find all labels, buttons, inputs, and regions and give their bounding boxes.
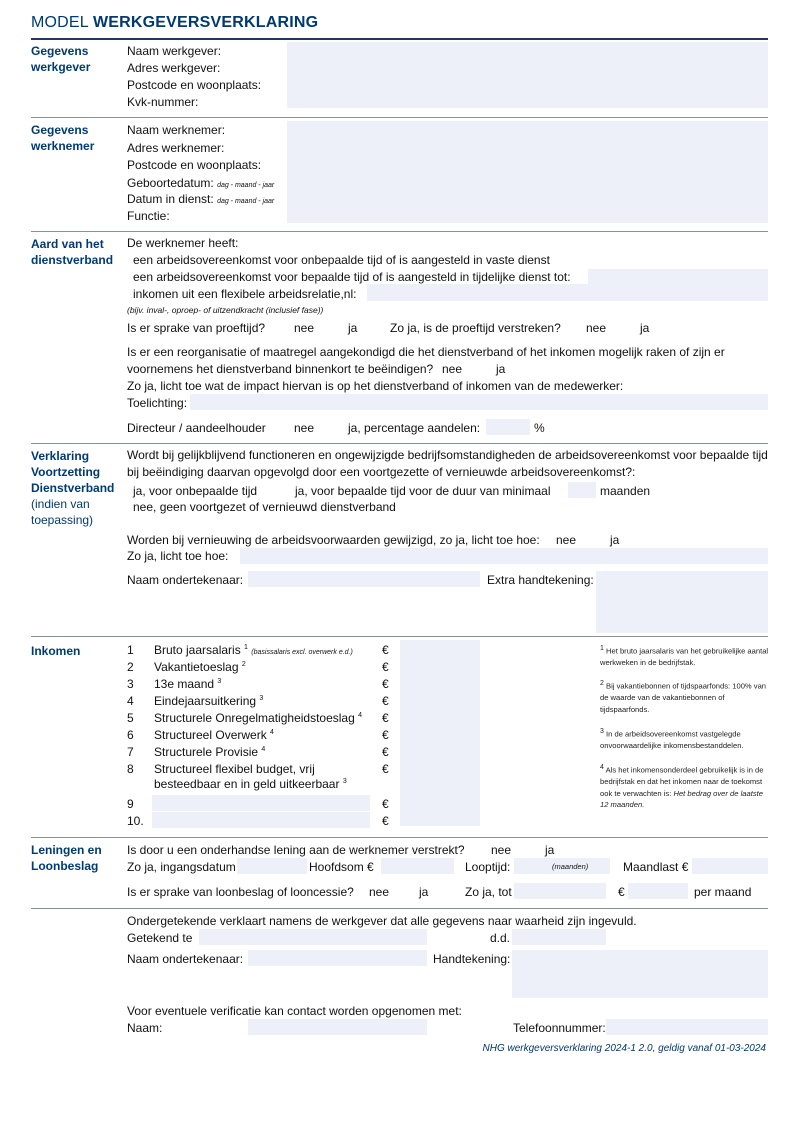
euro-sign: € bbox=[382, 711, 389, 725]
inkomen-label-6: Structureel Overwerk $^4$ bbox=[154, 728, 274, 742]
lening-question: Is door u een onderhandse lening aan de werknemer verstrekt? bbox=[127, 843, 465, 857]
handtekening-field[interactable] bbox=[512, 950, 768, 998]
label-ingangsdatum: Zo ja, ingangsdatum bbox=[127, 860, 236, 874]
label-directeur: Directeur / aandeelhouder bbox=[127, 421, 266, 435]
proeftijd-verstreken-question: Zo ja, is de proeftijd verstreken? bbox=[390, 321, 561, 335]
percent-sign: % bbox=[534, 421, 545, 435]
getekend-te-field[interactable] bbox=[199, 929, 427, 945]
inkomen-number-7: 7 bbox=[127, 745, 134, 759]
label-toelichting: Toelichting: bbox=[127, 396, 188, 410]
label-datum-in-dienst: Datum in dienst: dag - maand - jaar bbox=[127, 192, 275, 206]
directeur-nee-option[interactable]: nee bbox=[294, 421, 315, 435]
inkomen-number-4: 4 bbox=[127, 694, 134, 708]
inkomen-number-5: 5 bbox=[127, 711, 134, 725]
option-ja-onbepaald[interactable]: ja, voor onbepaalde tijd bbox=[133, 484, 258, 498]
naam-ondertekenaar-field[interactable] bbox=[248, 950, 427, 966]
section-divider bbox=[31, 636, 768, 637]
euro-sign: € bbox=[618, 885, 625, 899]
proeftijd-question: Is er sprake van proeftijd? bbox=[127, 321, 266, 335]
werkgever-input-area[interactable] bbox=[287, 42, 768, 108]
lening-ja-option[interactable]: ja bbox=[545, 843, 555, 857]
inkomen-label-2: Vakantietoeslag $^2$ bbox=[154, 660, 246, 674]
verstreken-ja-option[interactable]: ja bbox=[640, 321, 650, 335]
option-bepaalde-tijd[interactable]: een arbeidsovereenkomst voor bepaalde tijd of is aangesteld in tijdelijke dienst tot: bbox=[133, 270, 571, 284]
label-getekend-te: Getekend te bbox=[127, 931, 193, 945]
footnote-2: $^2$ Bij vakantiebonnen of tijdspaarfonds: 100% van de waarde van de vakantiebonnen of tijdspaarfonds. bbox=[600, 680, 767, 714]
proeftijd-ja-option[interactable]: ja bbox=[348, 321, 358, 335]
label-adres-werkgever: Adres werkgever: bbox=[127, 61, 221, 75]
section-heading-werknemer: Gegevens werknemer bbox=[31, 123, 95, 153]
toelichting-field[interactable] bbox=[190, 394, 768, 410]
footnote-1: $^1$ Het bruto jaarsalaris van het gebruikelijke aantal werkweken in de bedrijfstak. bbox=[600, 645, 769, 668]
inkomen-number-2: 2 bbox=[127, 660, 134, 674]
inkomen-number-8: 8 bbox=[127, 762, 134, 776]
naam-contact-field[interactable] bbox=[248, 1019, 427, 1035]
inkomen-label-5: Structurele Onregelmatigheidstoeslag $^4$ bbox=[154, 711, 363, 725]
inkomen-number-3: 3 bbox=[127, 677, 134, 691]
gewijzigd-question: Worden bij vernieuwing de arbeidsvoorwaarden gewijzigd, zo ja, licht toe hoe: bbox=[127, 533, 540, 547]
datum-field[interactable] bbox=[512, 929, 606, 945]
inkomen-number-10: 10. bbox=[127, 814, 144, 828]
footnote-4: $^4$ Als het inkomensonderdeel gebruikelijk is in de bedrijfstak en dat het inkomen naar de toekomst ook te verwachten is: Het bedrag over de laatste 12 maanden. bbox=[600, 764, 764, 810]
bepaalde-tijd-tot-field[interactable] bbox=[588, 269, 768, 284]
label-adres-werknemer: Adres werknemer: bbox=[127, 141, 225, 155]
percentage-field[interactable] bbox=[486, 419, 530, 435]
maanden-field[interactable] bbox=[568, 482, 596, 498]
page-title: MODEL WERKGEVERSVERKLARING bbox=[31, 14, 319, 31]
euro-sign: € bbox=[382, 694, 389, 708]
loonbeslag-question: Is er sprake van loonbeslag of looncessie? bbox=[127, 885, 354, 899]
label-extra-handtekening: Extra handtekening: bbox=[487, 573, 594, 587]
footer-version: NHG werkgeversverklaring 2024-1 2.0, geldig vanaf 01-03-2024 bbox=[482, 1043, 766, 1054]
label-maandlast: Maandlast € bbox=[623, 860, 689, 874]
label-naam-werknemer: Naam werknemer: bbox=[127, 123, 226, 137]
voortzetting-question-line2: bij beëindiging daarvan opgevolgd door een voortgezette of vernieuwde arbeidsovereenkomst?: bbox=[127, 465, 636, 479]
impact-question: Zo ja, licht toe wat de impact hiervan is op het dienstverband of inkomen van de medewerker: bbox=[127, 379, 624, 393]
section-heading-note: (indien van toepassing) bbox=[31, 497, 94, 527]
label-naam-werkgever: Naam werkgever: bbox=[127, 44, 222, 58]
inkomen-label-1: Bruto jaarsalaris $^1$ (basissalaris excl. overwerk e.d.) bbox=[154, 643, 353, 657]
section-divider bbox=[31, 231, 768, 232]
date-hint: dag - maand - jaar bbox=[217, 198, 275, 205]
option-nee-geen-voortzetting[interactable]: nee, geen voortgezet of vernieuwd dienstverband bbox=[133, 500, 396, 514]
date-hint: dag - maand - jaar bbox=[217, 182, 275, 189]
euro-sign: € bbox=[382, 728, 389, 742]
inkomen-number-1: 1 bbox=[127, 643, 134, 657]
inkomen-label-7: Structurele Provisie $^4$ bbox=[154, 745, 266, 759]
label-naam-ondertekenaar: Naam ondertekenaar: bbox=[127, 952, 244, 966]
loonbeslag-tot-field[interactable] bbox=[514, 883, 606, 899]
loonbeslag-bedrag-field[interactable] bbox=[628, 883, 688, 899]
label-handtekening: Handtekening: bbox=[433, 952, 511, 966]
inkomen-label-8-line2: besteedbaar en in geld uitkeerbaar $^3$ bbox=[154, 777, 347, 791]
section-divider bbox=[31, 117, 768, 118]
label-functie: Functie: bbox=[127, 209, 170, 223]
inkomen-label-4: Eindejaarsuitkering $^3$ bbox=[154, 694, 264, 708]
label-looptijd: Looptijd: bbox=[465, 860, 511, 874]
verstreken-nee-option[interactable]: nee bbox=[586, 321, 607, 335]
section-divider bbox=[31, 837, 768, 838]
loonbeslag-nee-option[interactable]: nee bbox=[369, 885, 390, 899]
label-kvk-nummer: Kvk-nummer: bbox=[127, 95, 199, 109]
option-onbepaalde-tijd[interactable]: een arbeidsovereenkomst voor onbepaalde tijd of is aangesteld in vaste dienst bbox=[133, 253, 550, 267]
euro-sign: € bbox=[382, 762, 389, 776]
telefoonnummer-field[interactable] bbox=[606, 1019, 768, 1035]
section-divider bbox=[31, 908, 768, 909]
section-heading-leningen: Leningen en Loonbeslag bbox=[31, 843, 102, 873]
label-geboortedatum: Geboortedatum: dag - maand - jaar bbox=[127, 176, 275, 190]
reorganisatie-question-line1: Is er een reorganisatie of maatregel aangekondigd die het dienstverband of het inkomen mogelijk raken of zijn er bbox=[127, 345, 725, 359]
naam-ondertekenaar-field[interactable] bbox=[248, 571, 480, 587]
label-telefoonnummer: Telefoonnummer: bbox=[513, 1021, 606, 1035]
title-divider bbox=[31, 38, 768, 40]
label-maanden: maanden bbox=[600, 484, 651, 498]
inkomen-label-10-field[interactable] bbox=[152, 812, 370, 828]
maandlast-field[interactable] bbox=[692, 858, 768, 874]
label-per-maand: per maand bbox=[694, 885, 752, 899]
reorganisatie-question-line2: voornemens het dienstverband binnenkort te beëindigen? bbox=[127, 362, 434, 376]
euro-sign: € bbox=[382, 814, 389, 828]
euro-sign: € bbox=[382, 797, 389, 811]
maanden-note: (maanden) bbox=[552, 862, 589, 871]
section-heading-dienstverband: Aard van het dienstverband bbox=[31, 237, 114, 267]
label-naam-ondertekenaar: Naam ondertekenaar: bbox=[127, 573, 244, 587]
inkomen-number-6: 6 bbox=[127, 728, 134, 742]
section-heading-werkgever: Gegevens werkgever bbox=[31, 44, 91, 74]
inkomen-label-9-field[interactable] bbox=[152, 795, 370, 811]
inkomen-note: (basissalaris excl. overwerk e.d.) bbox=[251, 649, 353, 656]
werknemer-input-area[interactable] bbox=[287, 121, 768, 223]
label-postcode-werkgever: Postcode en woonplaats: bbox=[127, 78, 262, 92]
euro-sign: € bbox=[382, 745, 389, 759]
section-divider bbox=[31, 443, 768, 444]
euro-sign: € bbox=[382, 660, 389, 674]
reorganisatie-ja-option[interactable]: ja bbox=[496, 362, 506, 376]
extra-handtekening-field[interactable] bbox=[596, 571, 768, 633]
flexibel-field[interactable] bbox=[367, 284, 768, 301]
voortzetting-question-line1: Wordt bij gelijkblijvend functioneren en ongewijzigde bedrijfsomstandigheden de arbeidsovereenkomst voor bepaalde tijd bbox=[127, 448, 768, 462]
inkomen-bedrag-fields[interactable] bbox=[400, 640, 480, 826]
section-heading-inkomen: Inkomen bbox=[31, 644, 81, 658]
option-ja-bepaald[interactable]: ja, voor bepaalde tijd voor de duur van minimaal bbox=[295, 484, 551, 498]
euro-sign: € bbox=[382, 677, 389, 691]
licht-toe-field[interactable] bbox=[240, 548, 768, 564]
gewijzigd-ja-option[interactable]: ja bbox=[610, 533, 620, 547]
option-flexibel[interactable]: inkomen uit een flexibele arbeidsrelatie,nl: bbox=[133, 287, 357, 301]
inkomen-number-9: 9 bbox=[127, 797, 134, 811]
section-heading-voortzetting: Verklaring Voortzetting Dienstverband (indien van toepassing) bbox=[31, 449, 115, 527]
dienstverband-intro: De werknemer heeft: bbox=[127, 236, 239, 250]
label-naam-contact: Naam: bbox=[127, 1021, 163, 1035]
label-zo-ja-tot: Zo ja, tot bbox=[465, 885, 512, 899]
gewijzigd-nee-option[interactable]: nee bbox=[556, 533, 577, 547]
proeftijd-nee-option[interactable]: nee bbox=[294, 321, 315, 335]
label-dd: d.d. bbox=[490, 931, 511, 945]
loonbeslag-ja-option[interactable]: ja bbox=[419, 885, 429, 899]
inkomen-label-3: 13e maand $^3$ bbox=[154, 677, 222, 691]
footnote-3: $^3$ In de arbeidsovereenkomst vastgelegde onvoorwaardelijke inkomensbestanddelen. bbox=[600, 728, 744, 751]
reorganisatie-nee-option[interactable]: nee bbox=[442, 362, 463, 376]
directeur-percentage-option[interactable]: ja, percentage aandelen: bbox=[348, 421, 481, 435]
verificatie-text: Voor eventuele verificatie kan contact worden opgenomen met: bbox=[127, 1004, 462, 1018]
label-hoofdsom: Hoofdsom € bbox=[309, 860, 374, 874]
inkomen-label-8: Structureel flexibel budget, vrij bbox=[154, 762, 315, 776]
verklaring-text: Ondergetekende verklaart namens de werkgever dat alle gegevens naar waarheid zijn ingevuld. bbox=[127, 914, 637, 928]
label-licht-toe: Zo ja, licht toe hoe: bbox=[127, 549, 229, 563]
euro-sign: € bbox=[382, 643, 389, 657]
ingangsdatum-field[interactable] bbox=[237, 858, 307, 874]
flexibel-note: (bijv. inval-, oproep- of uitzendkracht (inclusief fase)) bbox=[127, 305, 324, 315]
label-postcode-werknemer: Postcode en woonplaats: bbox=[127, 158, 262, 172]
lening-nee-option[interactable]: nee bbox=[491, 843, 512, 857]
hoofdsom-field[interactable] bbox=[381, 858, 454, 874]
